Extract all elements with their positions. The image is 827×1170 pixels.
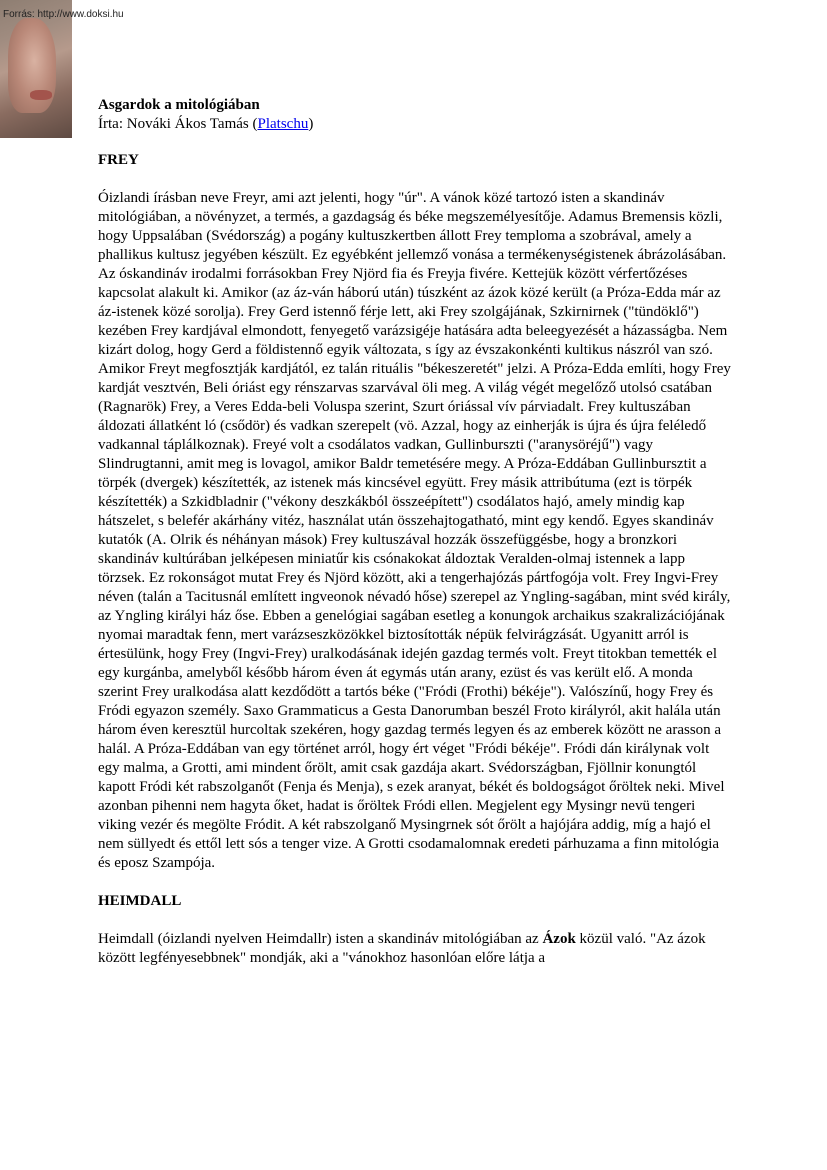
author-portrait-image [0, 0, 72, 138]
byline-suffix: ) [308, 116, 314, 132]
byline-prefix: Írta: Nováki Ákos Tamás ( [98, 116, 258, 132]
byline [98, 115, 734, 134]
document-title: Asgardok a mitológiában [98, 97, 260, 113]
heimdall-text-start: Heimdall (óizlandi nyelven Heimdallr) isten a skandináv mitológiában az [98, 931, 543, 947]
source-watermark: Forrás: http://www.doksi.hu [3, 9, 124, 20]
portrait-mouth [30, 90, 52, 100]
section-paragraph-heimdall [98, 930, 734, 968]
section-heading-heimdall: HEIMDALL [98, 893, 182, 909]
section-heading-frey: FREY [98, 152, 139, 168]
author-link[interactable]: Platschu [257, 116, 309, 132]
heimdall-text-end: közül való. "Az ázok között legfényesebbnek" mondják, aki a "vánokhoz hasonlóan előre látja a [98, 931, 706, 966]
section-paragraph-frey: Óizlandi írásban neve Freyr, ami azt jelenti, hogy "úr". A vánok közé tartozó isten a skandináv mitológiában, a növényzet, a termés, a gazdagság és béke megszemélyesítője. Adamus Bremensis közli, hogy Uppsalában (Svédország) a pogány kultuszkertben állott Frey temploma a szobrával, amely a phallikus kultusz jegyében készült. Ez egyébként jellemző vonása a termékenységistenek ábrázolásában. Az óskandináv irodalmi forrásokban Frey Njörd fia és Freyja fivére. Kettejük között vérfertőzéses kapcsolat alakult ki. Amikor (az áz-ván háború után) túszként az ázok közé került (a Próza-Edda már az áz-istenek közé sorolja). Frey Gerd istennő férje lett, aki Frey szolgájának, Szkirnirnek ("tündöklő") kezében Frey kardjával elmondott, fenyegető varázsigéje hatására adta beleegyezését a házasságba. Nem kizárt dolog, hogy Gerd a földistennő egyik változata, s így az évszakonkénti kultikus nászról van szó. Amikor Freyt megfosztják kardjától, ez talán rituális "békeszeretét" jelzi. A Próza-Edda említi, hogy Frey kardját vesztvén, Beli óriást egy rénszarvas szarvával öli meg. A világ végét megelőző utolsó csatában (Ragnarök) Frey, a Veres Edda-beli Voluspa szerint, Szurt óriással vív párviadalt. Frey kultuszában áldozati állatként ló (csődör) és vadkan szerepelt (vö. Azzal, hogy az einherják is újra és újra feléledő vadkannal táplálkoznak). Freyé volt a csodálatos vadkan, Gullinburszti ("aranysöréjű") vagy Slindrugtanni, amit meg is lovagol, amikor Baldr temetésére megy. A Próza-Eddában Gullinbursztit a törpék (dvergek) készítették, az istenek más kincsével együtt. Frey másik attribútuma (ezt is törpék készítették) a Szkidbladnir ("vékony deszkákból összeépített") csodálatos hajó, amely mindig kap hátszelet, s belefér akárhány vitéz, használat után összehajtogatható, mint egy kendő. Egyes skandináv kutatók (A. Olrik és néhányan mások) Frey kultuszával hozzák összefüggésbe, hogy a bronzkori skandináv kultúrában jelképesen miniatűr kis csónakokat áldoztak Veralden-olmaj istennek a lapp törzsek. Ez rokonságot mutat Frey és Njörd között, aki a tengerhajózás pártfogója volt. Frey Ingvi-Frey néven (talán a Tacitusnál említett ingveonok névadó hőse) szerepel az Yngling-sagában, mint svéd király, az Yngling királyi ház őse. Ebben a genelógiai sagában esetleg a konungok archaikus szakralizációjának nyomai maradtak fenn, mert varázseszközökkel biztosították népük felvirágzását. Ugyanitt arról is értesülünk, hogy Frey (Ingvi-Frey) uralkodásának idején gazdag termés volt. Freyt titokban temették el egy kurgánba, amelyből később három éven át egymás után arany, ezüst és vas került elő. A monda szerint Frey uralkodása alatt kezdődött a tartós béke ("Fródi (Frothi) békéje"). Valószínű, hogy Frey és Fródi egyazon személy. Saxo Grammaticus a Gesta Danorumban beszél Froto királyról, akit halála után három éven keresztül hurcoltak szekéren, hogy gazdag termés legyen és az emberek között ne arasson a halál. A Próza-Eddában van egy történet arról, hogy ért véget "Fródi békéje". Fródi dán királynak volt egy malma, a Grotti, ami mindent őrölt, amit csak gazdája akart. Svédországban, Fjöllnir konungtól kapott Fródi két rabszolganőt (Fenja és Menja), s ezek aranyat, békét és boldogságot őröltek neki. Mivel azonban pihenni nem hagyta őket, hadat is őröltek Fródi ellen. Megjelent egy Mysingr nevü tengeri viking vezér és megölte Fródit. A két rabszolganő Mysingrnek sót őrölt a hajójára addig, míg a hajó el nem süllyedt és ettől lett sós a tenger vize. A Grotti csodamalomnak eredeti párhuzama a finn mitológia és eposz Szampója. [98, 190, 731, 871]
document-body [98, 96, 734, 968]
heimdall-bold-term: Ázok [542, 931, 576, 947]
